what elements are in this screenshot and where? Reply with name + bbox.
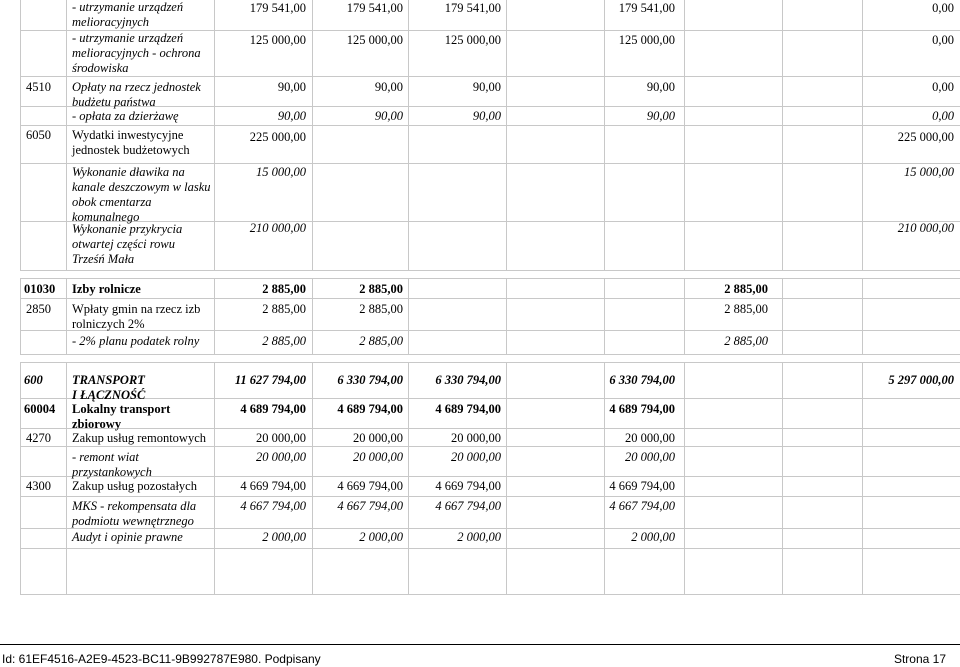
row-label-line: środowiska (72, 61, 129, 75)
row-label-line: - opłata za dzierżawę (72, 109, 179, 123)
value-cell: 4 667 794,00 (435, 499, 501, 513)
value-cell: 20 000,00 (451, 450, 501, 464)
row-code: 60004 (24, 402, 56, 416)
row-label-line: otwartej części rowu (72, 237, 176, 251)
value-cell: 6 330 794,00 (435, 373, 501, 387)
value-cell: 125 000,00 (346, 33, 403, 47)
value-cell: 2 000,00 (457, 530, 501, 544)
value-cell: 4 689 794,00 (240, 402, 306, 416)
row-label-line: rolniczych 2% (72, 317, 145, 331)
row-label-line: Wykonanie dławika na (72, 165, 185, 179)
row-code: 6050 (26, 128, 51, 142)
value-cell: 20 000,00 (256, 431, 306, 445)
value-cell: 90,00 (646, 80, 675, 94)
row-code: 4300 (26, 479, 51, 493)
row-label-line: MKS - rekompensata dla (72, 499, 197, 513)
row-label-line: Lokalny transport (72, 402, 171, 416)
value-cell: 90,00 (374, 80, 403, 94)
value-cell: 4 667 794,00 (609, 499, 675, 513)
value-cell: 20 000,00 (353, 431, 403, 445)
row-label-line: obok cmentarza (72, 195, 152, 209)
value-cell: 2 000,00 (631, 530, 675, 544)
row-label-line: Opłaty na rzecz jednostek (72, 80, 201, 94)
row-label-line: - utrzymanie urządzeń (72, 0, 184, 14)
value-cell: 4 667 794,00 (240, 499, 306, 513)
row-label-line: Zakup usług remontowych (72, 431, 207, 445)
value-cell: 4 669 794,00 (337, 479, 403, 493)
row-label-line: Zakup usług pozostałych (72, 479, 197, 493)
value-cell: 125 000,00 (249, 33, 306, 47)
value-cell: 90,00 (277, 80, 306, 94)
row-label-line: - 2% planu podatek rolny (72, 334, 200, 348)
row-label-line: I ŁĄCZNOŚĆ (72, 388, 146, 402)
row-label-line: TRANSPORT (72, 373, 145, 387)
row-label-line: melioracyjnych - ochrona (72, 46, 201, 60)
value-cell: 2 000,00 (262, 530, 306, 544)
value-cell: 2 885,00 (359, 282, 403, 296)
value-cell: 4 669 794,00 (435, 479, 501, 493)
value-cell: 2 885,00 (262, 282, 306, 296)
value-cell: 179 541,00 (249, 1, 306, 15)
value-cell: 225 000,00 (249, 130, 306, 144)
value-cell: 179 541,00 (346, 1, 403, 15)
value-cell: 125 000,00 (444, 33, 501, 47)
value-cell: 0,00 (932, 80, 954, 94)
row-code: 2850 (26, 302, 51, 316)
value-cell: 90,00 (277, 109, 306, 123)
row-label-line: zbiorowy (72, 417, 122, 431)
value-cell: 225 000,00 (897, 130, 954, 144)
value-cell: 210 000,00 (897, 221, 954, 235)
row-label-line: Wykonanie przykrycia (72, 222, 183, 236)
value-cell: 15 000,00 (256, 165, 306, 179)
value-cell: 2 885,00 (724, 334, 768, 348)
row-label-line: podmiotu wewnętrznego (72, 514, 194, 528)
value-cell: 20 000,00 (451, 431, 501, 445)
row-label-line: - remont wiat (72, 450, 139, 464)
value-cell: 2 885,00 (359, 334, 403, 348)
row-label-line: jednostek budżetowych (72, 143, 190, 157)
value-cell: 90,00 (472, 109, 501, 123)
value-cell: 0,00 (932, 33, 954, 47)
value-cell: 2 885,00 (724, 302, 768, 316)
value-cell: 4 669 794,00 (609, 479, 675, 493)
value-cell: 15 000,00 (904, 165, 954, 179)
value-cell: 11 627 794,00 (234, 373, 306, 387)
value-cell: 90,00 (374, 109, 403, 123)
value-cell: 179 541,00 (444, 1, 501, 15)
row-label-line: Wpłaty gmin na rzecz izb (72, 302, 201, 316)
value-cell: 0,00 (932, 109, 954, 123)
value-cell: 4 689 794,00 (337, 402, 403, 416)
value-cell: 210 000,00 (249, 221, 306, 235)
value-cell: 20 000,00 (256, 450, 306, 464)
value-cell: 4 667 794,00 (337, 499, 403, 513)
value-cell: 2 885,00 (262, 334, 306, 348)
value-cell: 2 885,00 (724, 282, 768, 296)
row-label-line: - utrzymanie urządzeń (72, 31, 184, 45)
value-cell: 20 000,00 (625, 450, 675, 464)
row-label-line: Audyt i opinie prawne (72, 530, 183, 544)
value-cell: 20 000,00 (353, 450, 403, 464)
row-label-line: budżetu państwa (72, 95, 156, 109)
value-cell: 179 541,00 (618, 1, 675, 15)
value-cell: 4 689 794,00 (609, 402, 675, 416)
row-code: 4270 (26, 431, 51, 445)
row-code: 4510 (26, 80, 51, 94)
value-cell: 2 885,00 (359, 302, 403, 316)
row-code: 01030 (24, 282, 56, 296)
value-cell: 4 689 794,00 (435, 402, 501, 416)
value-cell: 2 885,00 (262, 302, 306, 316)
row-label-line: Trześń Mała (72, 252, 135, 266)
value-cell: 4 669 794,00 (240, 479, 306, 493)
row-label-line: komunalnego (72, 210, 140, 224)
value-cell: 6 330 794,00 (337, 373, 403, 387)
row-label-line: Wydatki inwestycyjne (72, 128, 184, 142)
row-code: 600 (24, 373, 43, 387)
value-cell: 20 000,00 (625, 431, 675, 445)
value-cell: 90,00 (646, 109, 675, 123)
row-label-line: Izby rolnicze (72, 282, 141, 296)
value-cell: 90,00 (472, 80, 501, 94)
row-label-line: melioracyjnych (72, 15, 150, 29)
row-label-line: przystankowych (72, 465, 152, 479)
footer-divider (0, 644, 960, 645)
value-cell: 5 297 000,00 (888, 373, 954, 387)
value-cell: 0,00 (932, 1, 954, 15)
footer-document-id: Id: 61EF4516-A2E9-4523-BC11-9B992787E980. Podpisany (2, 652, 321, 666)
value-cell: 2 000,00 (359, 530, 403, 544)
value-cell: 125 000,00 (618, 33, 675, 47)
value-cell: 6 330 794,00 (609, 373, 675, 387)
row-label-line: kanale deszczowym w lasku (72, 180, 211, 194)
footer-page-number: Strona 17 (893, 652, 946, 666)
